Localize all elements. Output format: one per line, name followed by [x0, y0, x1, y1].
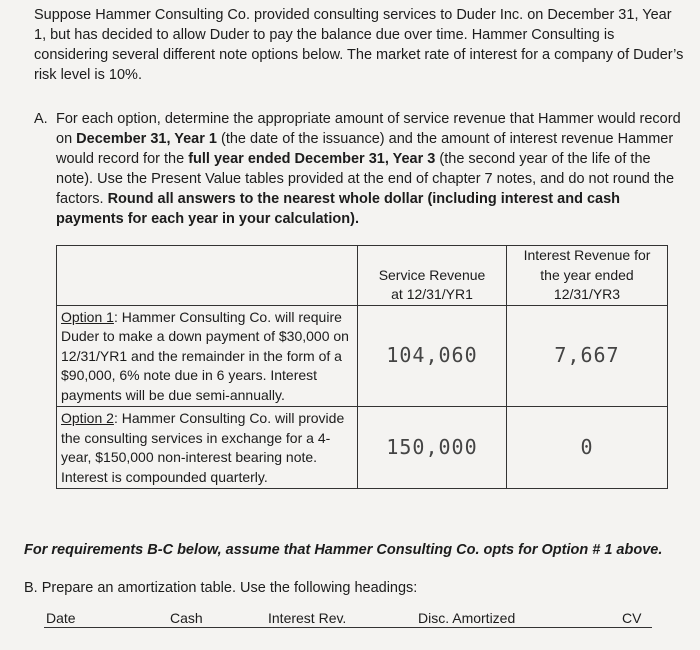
heading-cv: CV [622, 610, 642, 626]
option-1-service-revenue[interactable]: 104,060 [358, 305, 507, 407]
req-a-bold-1: December 31, Year 1 [76, 131, 217, 147]
heading-date: Date [46, 610, 76, 626]
header-ir-line3: 12/31/YR3 [553, 286, 621, 302]
heading-disc-amortized: Disc. Amortized [418, 610, 516, 626]
options-table [56, 245, 668, 489]
requirement-a-letter: A. [34, 111, 48, 127]
requirement-b: B. Prepare an amortization table. Use the following headings: [24, 580, 418, 596]
table-header-row [57, 246, 668, 306]
header-sr-line2: at 12/31/YR1 [391, 286, 473, 302]
option-2-description [57, 407, 358, 489]
heading-cash: Cash [170, 610, 203, 626]
req-a-bold-3: Round all answers to the nearest whole dollar (including interest and cash payments for each year in your calculation). [56, 191, 621, 227]
option-1-text: : Hammer Consulting Co. will require Duder to make a down payment of $30,000 on 12/31/YR1 and the remainder in the form of a $90,000, 6% note due in 6 years. Interest payments will be due semi-annually. [61, 308, 349, 403]
option-2-text: : Hammer Consulting Co. will provide the consulting services in exchange for a 4-year, $150,000 non-interest bearing note. Interest is compounded quarterly. [61, 410, 345, 485]
header-ir-line1: Interest Revenue for [523, 247, 651, 263]
heading-interest-rev: Interest Rev. [268, 610, 347, 626]
table-row [57, 407, 668, 489]
table-row [57, 305, 668, 407]
header-interest-revenue [507, 246, 668, 306]
option-2-service-revenue[interactable]: 150,000 [358, 407, 507, 489]
option-1-label: Option 1 [61, 308, 114, 325]
header-service-revenue [358, 246, 507, 306]
requirements-note: For requirements B-C below, assume that Hammer Consulting Co. opts for Option # 1 above. [24, 542, 663, 558]
amortization-headings [0, 610, 700, 632]
req-a-part-1: For each option, determine the appropriate amount of service revenue that Hammer would record on [56, 111, 681, 147]
header-empty-cell [57, 246, 358, 306]
req-a-bold-2: full year ended December 31, Year 3 [188, 151, 436, 167]
option-1-interest-revenue[interactable]: 7,667 [507, 305, 668, 407]
req-a-part-2: (the date of the issuance) and the amount of interest revenue Hammer would record for the [56, 131, 674, 167]
requirement-a-text [56, 109, 684, 229]
option-2-label: Option 2 [61, 410, 114, 426]
intro-paragraph: Suppose Hammer Consulting Co. provided consulting services to Duder Inc. on December 31, Year 1, but has decided to allow Duder to pay the balance due over time. Hammer Consulting is considering several different note options below. The market rate of interest for a company of Duder’s risk level is 10%. [34, 7, 684, 83]
option-2-interest-revenue[interactable]: 0 [507, 407, 668, 489]
option-1-description [57, 305, 358, 407]
headings-underline [44, 627, 652, 628]
header-ir-line2: the year ended [540, 266, 634, 283]
requirement-a [34, 109, 684, 229]
header-sr-line1: Service Revenue [378, 266, 486, 283]
req-a-part-3: (the second year of the life of the note). Use the Present Value tables provided at the end of chapter 7 notes, and do not round the factors. [56, 151, 675, 207]
